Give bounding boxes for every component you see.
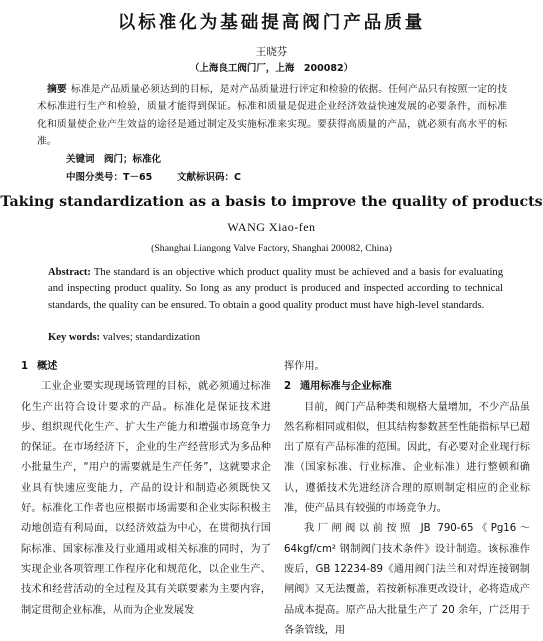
section-2-paragraph-2: 我厂闸阀以前按照 JB 790-65《Pg16～64kgf/cm² 钢制阀门技术条件》设计制造。该标准作废后，GB 12234-89《通用阀门法兰和对焊连接钢制闸阀》又无法覆盖，若按新标准更改设计，必将造成产品成本提高。原产品大批量生产了 20 余年，广泛用于各条管线，用 — [284, 523, 530, 636]
english-affiliation: (Shanghai Liangong Valve Factory, Shanghai 200082, China) — [151, 243, 392, 254]
section-2-paragraph-1: 目前，阀门产品种类和规格大量增加，不少产品虽然名称相同或相似，但其结构参数甚至性能指标早已超出了原有产品标准的范围。因此，有必要对企业现行标准（国家标准、行业标准、企业标准）进行整顿和确认，遵循技术先进经济合理的原则制定相应的企业标准，使产品具有较强的市场竞争力。 — [284, 401, 530, 515]
section-1-heading — [21, 357, 271, 377]
continued-text: 挥作用。 — [284, 361, 325, 372]
english-keywords — [48, 332, 200, 343]
english-keywords-text: valves; standardization — [102, 332, 201, 343]
section-2-heading — [284, 377, 530, 397]
section-2-number: 2 — [284, 381, 292, 393]
english-abstract — [48, 265, 503, 314]
chinese-author: 王晓芬 — [255, 46, 288, 58]
section-1-title: 概述 — [37, 361, 58, 372]
chinese-affiliation: （上海良工阀门厂，上海 200082） — [189, 63, 354, 74]
english-abstract-text: The standard is an objective which product quality must be achieved and a basis for evaluating and inspecting product quality. So long as any product is produced and inspected according to technical standards, the quality can be ensured. To obtain a good quality product must have high-level standards. — [48, 267, 503, 311]
english-title: Taking standardization as a basis to improve the quality of products — [0, 194, 543, 210]
classification-line — [66, 169, 506, 183]
section-1-number: 1 — [21, 361, 29, 372]
chinese-keywords: 关键词 阀门；标准化 — [66, 154, 162, 165]
document-code: 文献标识码：C — [177, 172, 241, 183]
section-2-title: 通用标准与企业标准 — [300, 381, 392, 393]
chinese-title: 以标准化为基础提高阀门产品质量 — [117, 13, 426, 33]
english-keywords-label: Key words: — [48, 332, 101, 343]
english-author: WANG Xiao-fen — [227, 220, 316, 234]
chinese-abstract-label: 摘要 — [47, 84, 67, 95]
chinese-abstract — [37, 81, 507, 151]
body-right-column — [284, 357, 530, 641]
section-1-paragraph: 工业企业要实现现场管理的目标，就必须通过标准化生产出符合设计要求的产品。标准化是保证技术进步、组织现代化生产、扩大生产能力和增强市场竞争力的保证。在市场经济下，企业的生产经营形式为多品种小批量生产，“用户的需要就是生产任务”，这就要求企业具有快速应变能力，产品的设计和制造必须既快又好。标准化工作者也应根据市场需要和企业实际积极主动地创造有利局面，以经济效益为中心，在贯彻执行国际标准、国家标准及行业通用或相关标准的同时，为了实现企业各项管理工作程序化和规范化，以企业生产、技术和经营活动的全过程及其有关联要素为主要内容，制定贯彻企业标准，从而为企业发展发 — [21, 381, 271, 616]
body-left-column — [21, 357, 271, 621]
classification-number: 中图分类号：T－65 — [66, 172, 153, 183]
english-abstract-label: Abstract: — [48, 267, 91, 278]
chinese-abstract-text: 标准是产品质量必须达到的目标，是对产品质量进行评定和检验的依据。任何产品只有按照一定的技术标准进行生产和检验，质量才能得到保证。标准和质量是促进企业经济效益快速发展的必要条件，而标准化和质量使企业产生效益的途径是通过制定及实施标准来实现。要获得高质量的产品，就必须有高水平的标准。 — [37, 84, 508, 148]
